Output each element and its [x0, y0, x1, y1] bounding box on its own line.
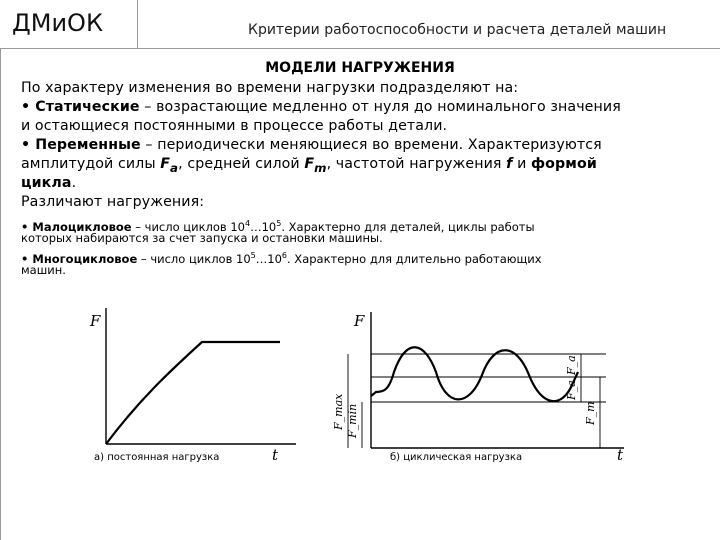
variable-item-line3: цикла.: [21, 175, 77, 191]
lowcycle-line2: которых набираются за счет запуска и остановки машины.: [21, 231, 383, 245]
cyclic-load-curve: [371, 347, 578, 401]
f-symbol: f: [506, 156, 513, 172]
fmin-label: F_min: [346, 403, 359, 438]
highcycle-line1: • Многоцикловое – число циклов $10^5\dots 10^6$. Характерно для длительно работающих: [21, 251, 542, 266]
right-x-label: t: [617, 446, 624, 464]
left-x-label: t: [272, 446, 279, 464]
fa-lower-label: F_a: [565, 380, 578, 400]
static-item-line2: и остающиеся постоянными в процессе работы детали.: [21, 118, 448, 134]
static-item-line1: [21, 98, 621, 117]
bullet: •: [21, 99, 31, 115]
lowcycle-line1: • Малоцикловое – число циклов $10^4\dots 10^5$. Характерно для деталей, циклы работы: [21, 219, 535, 234]
variable-item-line1: [21, 136, 602, 155]
variable-text: – периодически меняющиеся во времени. Характеризуются: [140, 137, 602, 153]
fa-symbol: F: [160, 156, 171, 172]
fm-label: F_m: [584, 401, 597, 425]
variable-term: Переменные: [35, 137, 141, 153]
header-title: Критерии работоспособности и расчета деталей машин: [248, 22, 667, 38]
right-caption: б) циклическая нагрузка: [390, 452, 523, 463]
highcycle-line2: машин.: [21, 263, 66, 277]
constant-load-graph: [89, 308, 296, 464]
lowcycle-term: Малоцикловое: [32, 219, 132, 234]
right-y-label: F: [354, 312, 365, 330]
constant-load-curve: [106, 342, 280, 444]
intro-text: По характеру изменения во времени нагрузки подразделяют на:: [21, 80, 519, 96]
static-term: Статические: [35, 99, 140, 115]
cycle-form: формой: [531, 156, 597, 172]
fa-label: F_a: [565, 355, 578, 375]
slide-heading: МОДЕЛИ НАГРУЖЕНИЯ: [265, 60, 455, 76]
side-divider: [0, 48, 1, 540]
fmax-label: F_max: [332, 393, 345, 430]
load-diagrams: [84, 300, 654, 468]
variable-item-line2: амплитудой силы $F_a$, средней силой $F_m$, частотой нагружения f и формой: [21, 156, 597, 175]
header-divider: [137, 48, 720, 49]
left-caption: а) постоянная нагрузка: [94, 452, 220, 463]
bullet: •: [21, 137, 31, 153]
distinguish-text: Различают нагружения:: [21, 194, 205, 210]
header-logo: ДМиОК: [12, 9, 103, 37]
left-y-label: F: [90, 312, 101, 330]
highcycle-term: Многоцикловое: [32, 251, 138, 266]
cyclic-load-graph: [332, 312, 624, 464]
load-diagrams-svg: [84, 300, 654, 468]
fm-symbol: F: [304, 156, 315, 172]
static-text: – возрастающие медленно от нуля до номинального значения: [139, 99, 621, 115]
